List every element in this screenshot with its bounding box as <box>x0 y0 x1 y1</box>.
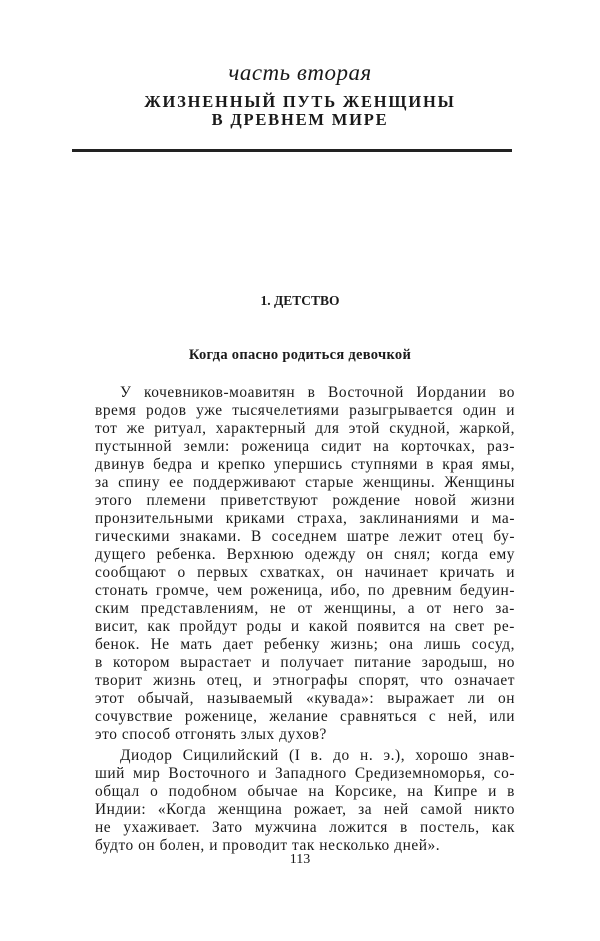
text-line: этого племени приветствуют рождение новой жизни <box>95 492 515 509</box>
chapter-title: 1. ДЕТСТВО <box>260 293 340 308</box>
text-line: ший мир Восточного и Западного Средиземноморья, со- <box>95 765 515 782</box>
text-line: в котором вырастает и получает питание зародыш, но <box>95 654 515 671</box>
text-line: гическими знаками. В соседнем шатре лежит отец бу- <box>95 528 515 545</box>
text-line: пронзительными криками страха, заклинаниями и ма- <box>95 510 515 527</box>
text-line: общал о подобном обычае на Корсике, на Кипре и в <box>95 783 515 800</box>
page-number: 113 <box>289 852 311 867</box>
text-line: тот же ритуал, характерный для этой скудной, жаркой, <box>95 420 515 437</box>
text-line: за спину ее поддерживают старые женщины. Женщины <box>95 474 515 491</box>
section-title: Когда опасно родиться девочкой <box>188 347 412 363</box>
text-line: двинув бедра и крепко упершись ступнями в края ямы, <box>95 456 515 473</box>
text-line: творит жизнь отец, и этнографы спорят, что означает <box>95 672 515 689</box>
part-title-line-2: В ДРЕВНЕМ МИРЕ <box>211 110 389 129</box>
text-line: бенок. Не мать дает ребенку жизнь; она лишь сосуд, <box>95 636 515 653</box>
text-line: время родов уже тысячелетиями разыгрывается один и <box>95 402 515 419</box>
horizontal-rule <box>72 149 512 152</box>
text-line: этот обычай, называемый «кувада»: выражает ли он <box>95 690 515 707</box>
text-line: дущего ребенка. Верхнюю одежду он снял; когда ему <box>95 546 515 563</box>
text-line: Индии: «Когда женщина рожает, за ней самой никто <box>95 801 515 818</box>
text-line: сообщают о первых схватках, он начинает кричать и <box>95 564 515 581</box>
text-line: пустынной земли: роженица сидит на корточках, раз- <box>95 438 515 455</box>
text-line: будто он болен, и проводит так несколько дней». <box>95 837 441 854</box>
text-line: это способ отгонять злых духов? <box>95 726 327 743</box>
text-line: сочувствие роженице, желание сравняться с ней, или <box>95 708 515 725</box>
text-line: не ухаживает. Зато мужчина ложится в постель, как <box>95 819 515 836</box>
text-line: Диодор Сицилийский (I в. до н. э.), хорошо знав- <box>120 747 515 764</box>
text-line: стонать громче, чем роженица, ибо, по древним бедуин- <box>95 582 515 599</box>
text-line: висит, как пройдут роды и какой появится на свет ре- <box>95 618 515 635</box>
text-line: ским представлениям, не от женщины, а от него за- <box>95 600 515 617</box>
part-title-line-1: ЖИЗНЕННЫЙ ПУТЬ ЖЕНЩИНЫ <box>144 92 456 111</box>
part-label: часть вторая <box>228 60 372 85</box>
text-line: У кочевников-моавитян в Восточной Иордании во <box>120 384 515 401</box>
